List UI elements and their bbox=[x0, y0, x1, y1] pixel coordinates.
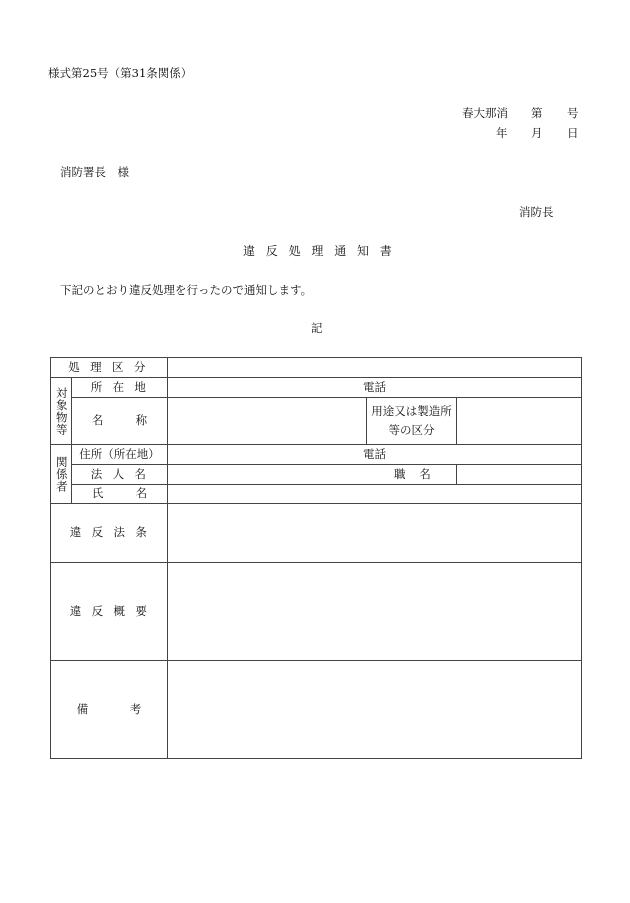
field-meisho[interactable] bbox=[168, 398, 366, 444]
label-kankei-group: 関係者 bbox=[54, 455, 69, 493]
doc-number-dai: 第 bbox=[531, 106, 543, 120]
label-youto: 用途又は製造所 等の区分 bbox=[371, 403, 452, 437]
document-title: 違反処理通知書 bbox=[243, 244, 403, 258]
label-biko: 備考 bbox=[76, 701, 183, 716]
denwa-label-1: 電話 bbox=[363, 379, 386, 394]
ki-heading: 記 bbox=[311, 321, 323, 335]
field-ihan-hojo[interactable] bbox=[168, 504, 581, 562]
field-shimei[interactable] bbox=[168, 485, 581, 503]
label-meisho: 名称 bbox=[91, 413, 180, 428]
field-shori-kubun[interactable] bbox=[168, 358, 581, 377]
field-houjin[interactable] bbox=[168, 465, 456, 484]
form-number: 様式第25号（第31条関係） bbox=[48, 66, 193, 80]
label-jusho: 住所（所在地） bbox=[79, 446, 160, 461]
label-shimei: 氏名 bbox=[91, 486, 180, 501]
label-ihan-hojo: 違反法条 bbox=[69, 525, 158, 540]
label-shozaichi: 所在地 bbox=[90, 379, 157, 394]
field-shokumei[interactable] bbox=[457, 465, 581, 484]
date-year: 年 bbox=[496, 126, 508, 140]
doc-number-go: 号 bbox=[567, 106, 579, 120]
label-shokumei: 職名 bbox=[394, 466, 445, 481]
field-ihan-gaiyo[interactable] bbox=[168, 563, 581, 660]
date-day: 日 bbox=[567, 126, 579, 140]
recipient: 消防署長 様 bbox=[60, 165, 129, 179]
intro-text: 下記のとおり違反処理を行ったので通知します。 bbox=[60, 283, 313, 297]
label-houjin: 法人名 bbox=[90, 466, 157, 481]
date-month: 月 bbox=[531, 126, 543, 140]
field-biko[interactable] bbox=[168, 661, 581, 758]
field-youto[interactable] bbox=[457, 398, 581, 444]
label-ihan-gaiyo: 違反概要 bbox=[69, 603, 158, 618]
sender: 消防長 bbox=[519, 205, 554, 219]
label-taisho-group: 対象物等 bbox=[54, 386, 69, 436]
denwa-label-2: 電話 bbox=[363, 446, 386, 461]
doc-number-prefix: 春大那消 bbox=[462, 106, 508, 120]
field-shozaichi[interactable] bbox=[168, 378, 581, 397]
label-shori-kubun: 処理区分 bbox=[68, 359, 156, 374]
field-jusho[interactable] bbox=[168, 445, 581, 464]
